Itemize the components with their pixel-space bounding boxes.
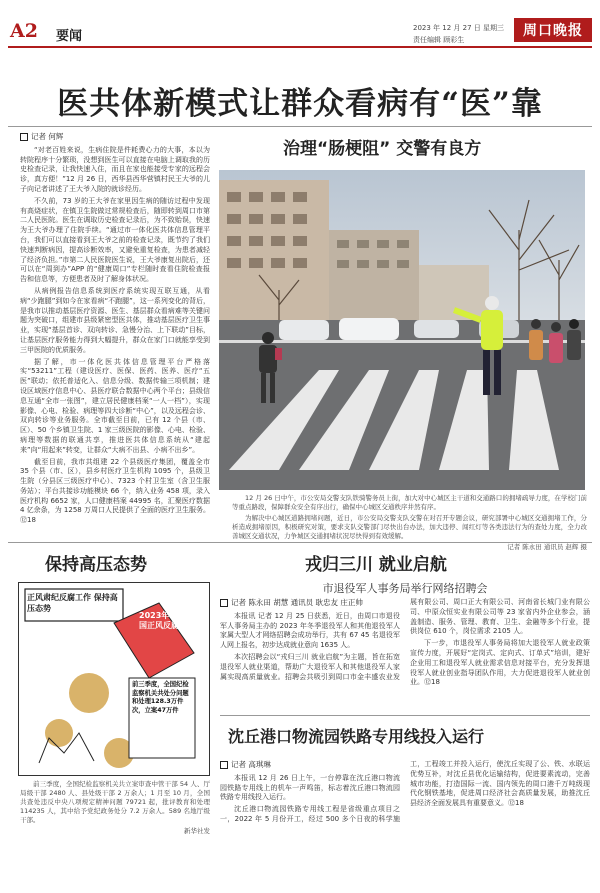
traffic-caption-1: 12 月 26 日中午，市公安局交警支队铁骑警务员上街，加大对中心城区主干道和交通路口的拥堵疏导力度，在学校门前等重点路段，保障群众安全有序出行，确保中心城区交通秩序井然有序。 <box>232 494 587 511</box>
veterans-byline: 记者 陈永田 胡慧 通讯员 耿忠友 庄正帅 <box>220 598 400 608</box>
traffic-subhead: 治理“肠梗阻” 交警有良方 <box>283 139 482 159</box>
railway-byline: 记者 高琪琳 <box>220 760 400 770</box>
side-caption: 前三季度，全国纪检监察机关共立案审查中管干部 54 人、厅局级干部 2480 人、县处级干部 2 万余人；1 月至 10 月，全国共查处违反中央八项规定精神问题 79721 起，批评教育和处理 114235 人，其中给予党纪政务处分 7.2 万余人。589 名地厅级干部。 新华社发 <box>20 780 210 835</box>
main-article <box>20 132 210 550</box>
page-header <box>8 18 592 48</box>
main-paragraph: 据了解，市一体化医共体信息管理平台严格落实“53211”工程（建设医疗、医保、医药、医养、医疗“五医”联动；依托普适化入、信息分级、数据传输三项机制；建设区域医疗信息中心、县医疗联合数据中心两个平台；县级信息互通“全市一张图”，建立居民健康档案“一人一档”），实现影像、心电、检验、病理等四大诊断“中心”，以及远程会诊、双向转诊等业务服务。全市截至目前，已有 12 个县（市、区）、50 个乡镇卫生院、1 家三级医院的影像、心电、检验、病理等数据的联通共享，推进医共体信息系统从“建起来”向“用起来”转变，让群众“大病不出县、小病不出乡”。 <box>20 357 210 454</box>
traffic-photo <box>219 170 585 490</box>
byline-square-icon <box>20 133 28 141</box>
railway-article <box>220 760 590 880</box>
cartoon-image <box>18 582 210 776</box>
traffic-caption <box>232 494 587 552</box>
railway-title: 沈丘港口物流园铁路专用线投入运行 <box>228 727 485 746</box>
issue-date: 2023 年 12 月 27 日 星期三 <box>413 24 504 32</box>
responsible-editor: 责任编辑 顾彩生 <box>413 36 465 44</box>
main-paragraph: “对老百姓来说，生病住院是件耗费心力的大事，本以为转院程序十分繁琐，没想到医生可以直接在电脑上调取我的历史检查记录，让我快速入住，而且在家也能接受专家的远程会诊，真方便！”12 月 26 日，西华县西华营镇村民王大爷的儿子向记者讲述了王大爷入院的就诊经历。 <box>20 145 210 193</box>
section-name: 要闻 <box>56 29 83 44</box>
section-divider <box>8 542 592 543</box>
main-paragraph: 截至目前，我市共组建 22 个县级医疗集团，覆盖全市 35 个县（市、区），县乡村医疗卫生机构 1095 个，县级卫生院（分县区三级医疗中心）、7323 个村卫生室（含卫生服务站）；平台共接诊功能模块 66 个，纳入业务 458 项，录入医疗机构 6652 家，人口健康档案 44995 名，汇聚医疗数据 4 亿余条，为 1258 万周口人民提供了全面的医疗卫生服务。⑫18 <box>20 457 210 525</box>
byline-square-icon <box>220 761 228 769</box>
traffic-caption-2: 为解决中心城区道路拥堵问题，近日，市公安局交警支队交警在对召开专题会议，研究部署中心城区交通拥堵工作，分析造成拥堵原因，积极研究对策，要求支队交警部门尽快出台办法，加大违停、闯红灯等各类违法行为的查处力度，全力改善城区交通状况，力争城区交通拥堵状况尽快得到有效缓解。 <box>232 514 587 540</box>
railway-paragraph: 沈丘港口物流园铁路专用线工程是省级重点项目之一，2022 年 5 月份开工，经过 500 多个日夜的科学施工，工程竣工并投入运行，使沈丘实现了公、铁、水联运优势互补，对沈丘县优化运输结构，促进要素流动，完善城市功能，打造国际一流、国内领先的周口港千万吨级现代化钢铁基地，促进周口经济社会高质量发展，助推沈丘县经济全面发展具有重要意义。⑫18 <box>220 760 590 823</box>
side-credit: 新华社发 <box>184 827 210 835</box>
main-paragraph: 不久前，73 岁的王大爷在家里因生病的随访过程中发现有高烧症状，在镇卫生院做过常规检查后，随即转到周口市第二人民医院。医生在调取历史检查记录后，为不致贻误，快速为王大爷办理了住院手续。“通过市一体化医共体信息管理平台，我们可以直接看到王大爷之前的检查记录，既节约了我们快速判断病因，提高诊断效率，又避免重复检查，为患者减轻了经济负担。”市第二人民医院医生说，王大爷康复出院后，还可以在“周到办”APP 的“健康周口”专栏随时查看住院检查报告和信息等，方便患者及时了解身体状况。 <box>20 196 210 284</box>
main-headline: 医共体新模式让群众看病有“医”靠 <box>57 86 543 122</box>
section-number: A2 <box>10 20 38 42</box>
cartoon-banner: 正风肃纪反腐工作 保持高压态势 <box>27 593 118 613</box>
side-title: 保持高压态势 <box>45 555 147 575</box>
veterans-title: 戎归三川 就业启航 <box>305 555 447 575</box>
veterans-paragraph: 下一步，市退役军人事务局将加大退役军人就业政策宣传力度，开展好“定岗式、定向式、订单式”培训，建好企业用工和退役军人就业需求信息对接平台，充分发挥退役军人就业创业指导团队作用，大力促进退役军人就业创业。⑫18 <box>410 639 590 687</box>
veterans-article <box>220 598 590 710</box>
main-paragraph: 从病例报告信息系统到医疗系统实现互联互通，从看病“少跑腿”到如今在家看病“不跑腿”，这一系列变化的背后，是我市以推动基层医疗资源、医生、基层群众看病难等关键问题为突破口，组建市县级紧密型医共体，推动基层医疗卫生事业，实现“基层首诊、双向转诊、急慢分治、上下联动”目标，让基层医疗服务能力得到大幅提升，群众在家门口就能享受到三甲医院的优质服务。 <box>20 286 210 354</box>
main-byline: 记者 何辉 <box>20 132 210 142</box>
railway-paragraph: 本报讯 12 月 26 日上午，一台停靠在沈丘港口物流园铁路专用线上的机车一声鸣笛，标志着沈丘港口物流园铁路专用线投入运行。 <box>220 773 400 802</box>
traffic-photo-credit: 记者 陈永田 通讯员 赵辉 摄 <box>507 543 587 551</box>
traffic-photo-illustration <box>219 170 585 490</box>
veterans-subtitle: 市退役军人事务局举行网络招聘会 <box>322 582 488 595</box>
veterans-paragraph: 本次招聘会以“戎归三川 就业启航”为主题，旨在拓宽退役军人就业渠道，帮助广大退役军人和其他退役军人家属实现高质量就业。招聘会共吸引到周口市金丰盛农业发展有限公司、周口正大有限公司、河南省长城门业有限公司、中原众恒实业有限公司等 23 家省内外企业参会，涵盖制造、服务、管理、教育、卫生、金融等多个行业，提供岗位 610 个，岗位需求 2105 人。 <box>220 598 590 681</box>
veterans-paragraph: 本报讯 记者 12 月 25 日获悉，近日，由周口市退役军人事务局主办的 2023 年冬季退役军人和其他退役军人家属大型人才网络招聘会成功举行，共有 67 45 名退役军人网上报名，初步达成就业意向 1635 人。 <box>220 611 400 650</box>
railway-divider <box>220 715 590 716</box>
headline-divider <box>8 126 592 127</box>
byline-square-icon <box>220 599 228 607</box>
newspaper-logo: 周口晚报 <box>514 18 592 42</box>
cartoon-sign: 前三季度，全国纪检监察机关共处分问题和处理128.3万件次，立案47万件 <box>132 681 189 714</box>
cartoon-arrow-label: 2023年 中国正风反腐 <box>139 611 181 630</box>
